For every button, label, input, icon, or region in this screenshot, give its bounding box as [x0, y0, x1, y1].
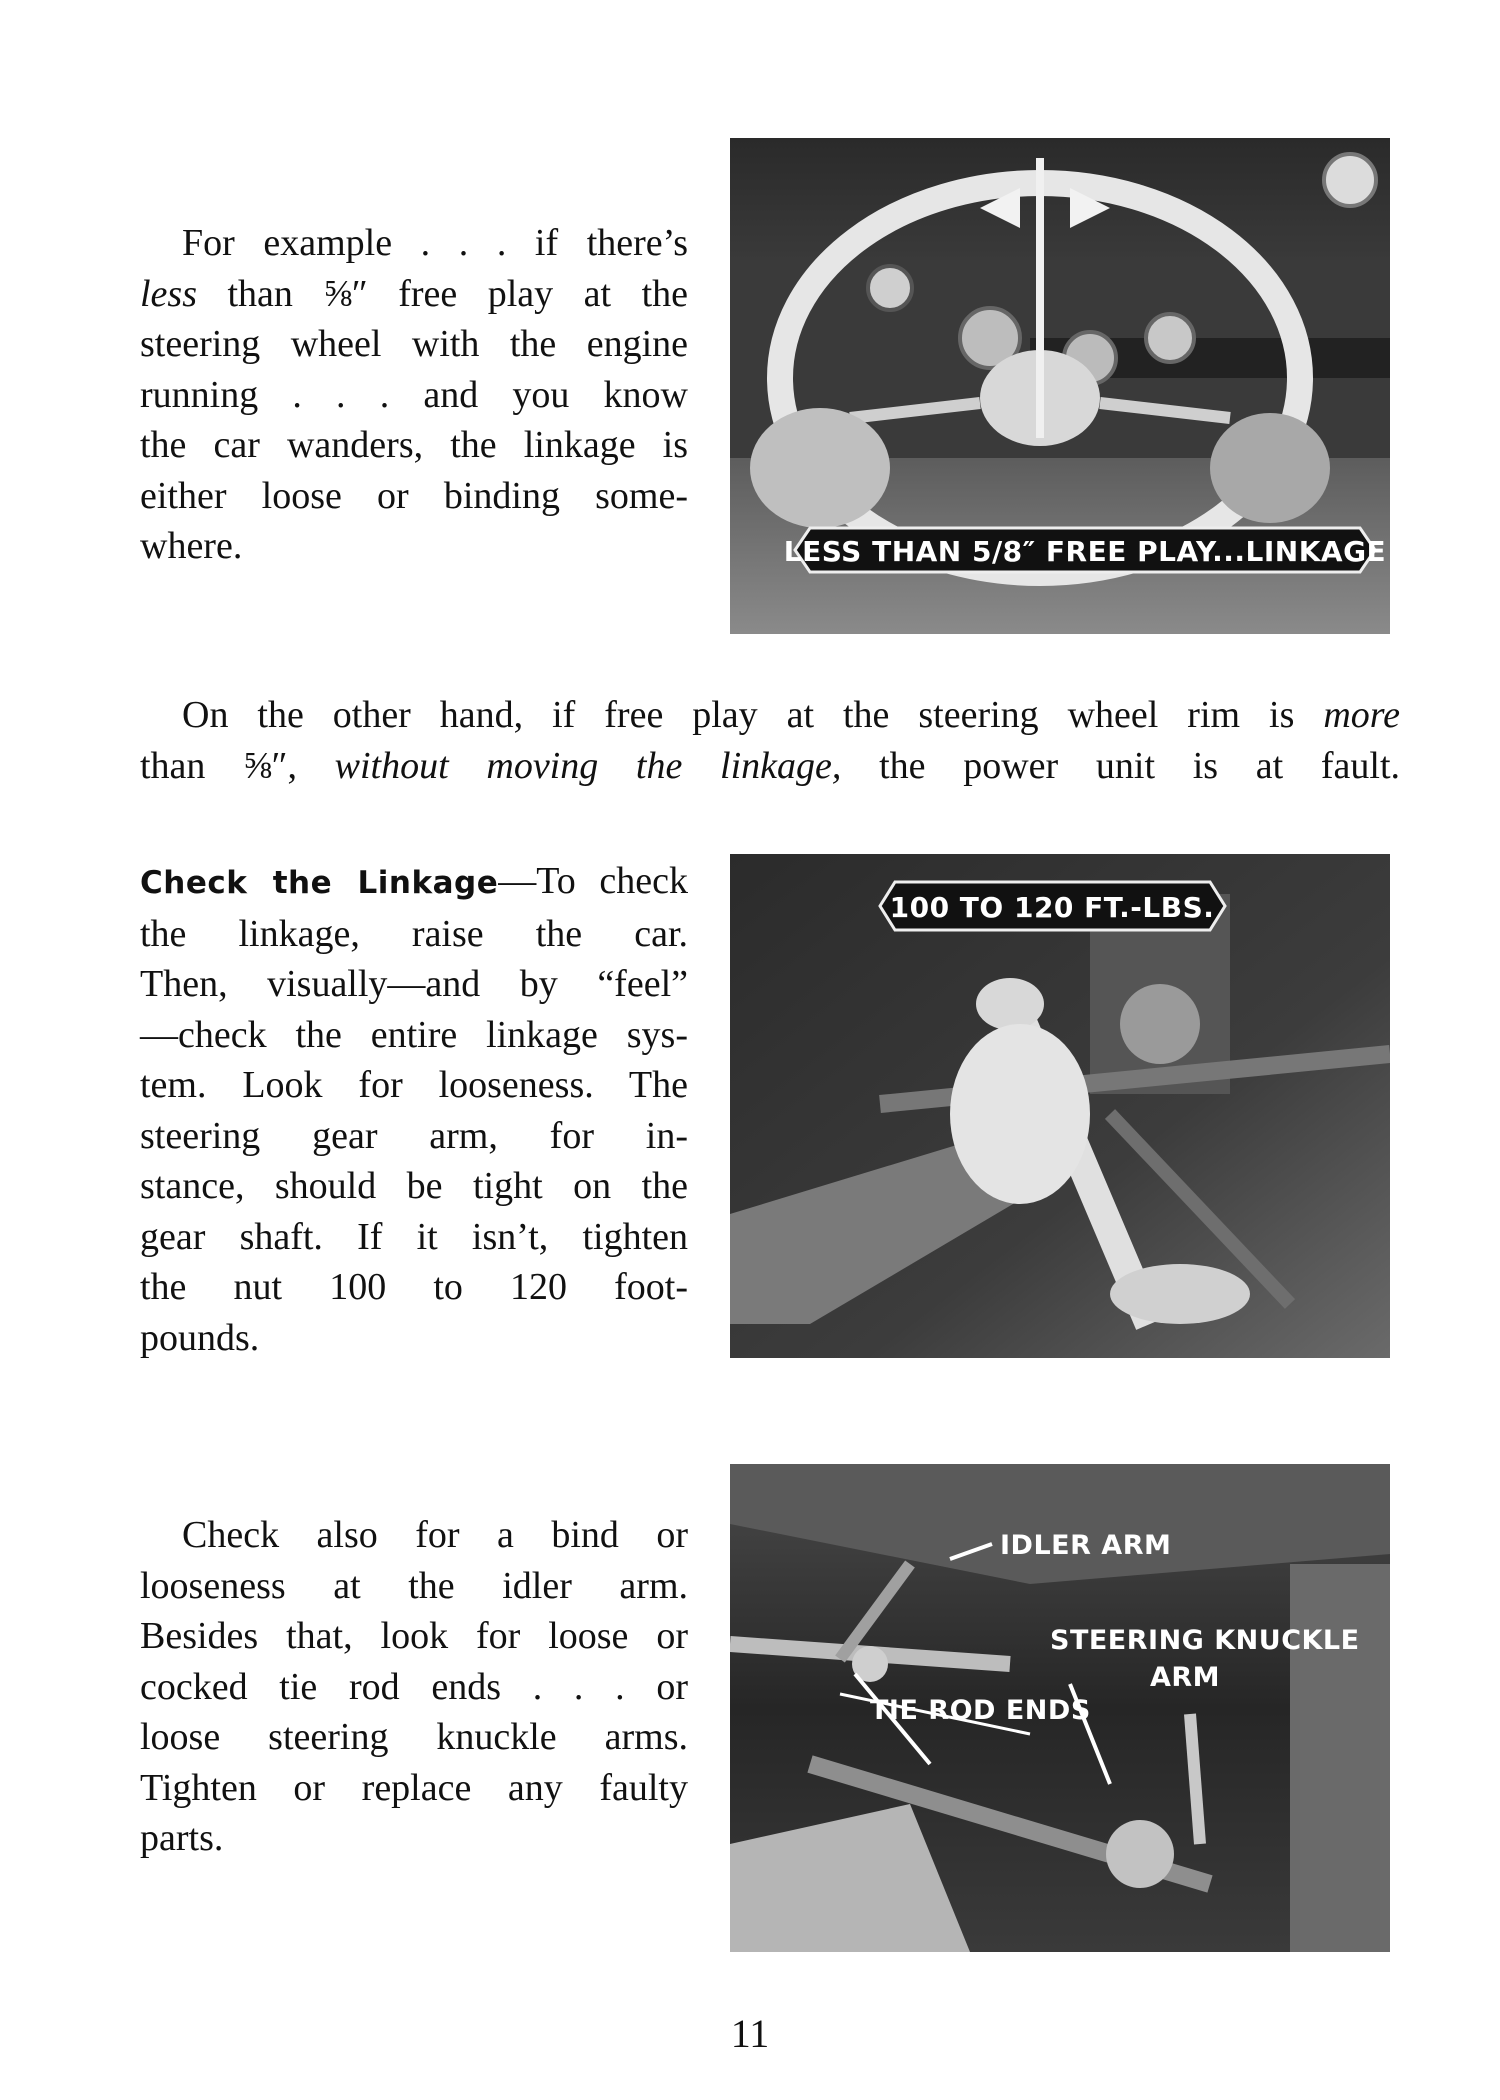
- text-line: parts.: [140, 1817, 224, 1859]
- text-line: For example . . . if there’s: [182, 222, 688, 264]
- text-line: cocked tie rod ends . . . or: [140, 1665, 688, 1708]
- page-number: 11: [730, 2011, 770, 2056]
- text-line: Then, visually—and by “feel”: [140, 963, 688, 1005]
- label-steering-knuckle: STEERING KNUCKLE: [1050, 1625, 1360, 1656]
- section-heading: Check the Linkage: [140, 865, 499, 901]
- text-line: than ⅝″, without moving the linkage, the power unit is at fault.: [140, 744, 1400, 787]
- label-idler-arm: IDLER ARM: [1000, 1530, 1172, 1561]
- paragraph-free-play-more: [140, 690, 1400, 791]
- text-line: looseness at the idler arm.: [140, 1564, 688, 1607]
- photo-torque-wrench: [730, 854, 1390, 1358]
- photo-idler-arm: [730, 1464, 1390, 1952]
- text-line: stance, should be tight on the: [140, 1165, 688, 1207]
- photo-caption: LESS THAN 5/8″ FREE PLAY...LINKAGE: [783, 535, 1387, 568]
- paragraph-check-linkage: [140, 856, 688, 1363]
- text-line: the linkage, raise the car.: [140, 912, 688, 955]
- text-line: tem. Look for looseness. The: [140, 1064, 688, 1106]
- text-line: either loose or binding some-: [140, 474, 688, 517]
- photo-caption: 100 TO 120 FT.-LBS.: [889, 891, 1215, 924]
- paragraph-free-play-less: [140, 218, 688, 572]
- label-tie-rod-ends: TIE ROD ENDS: [870, 1695, 1091, 1726]
- text-line: the car wanders, the linkage is: [140, 424, 688, 466]
- text-line: On the other hand, if free play at the steering wheel rim is more: [182, 694, 1400, 736]
- text-line: where.: [140, 525, 243, 567]
- photo-steering-wheel: [730, 138, 1390, 634]
- text-line: Besides that, look for loose or: [140, 1615, 688, 1657]
- text-line: loose steering knuckle arms.: [140, 1716, 688, 1758]
- text-line: steering gear arm, for in-: [140, 1114, 688, 1157]
- paragraph-idler-arm: [140, 1510, 688, 1864]
- text-line: —check the entire linkage sys-: [140, 1013, 688, 1056]
- text-line: Check the Linkage—To check: [140, 860, 688, 902]
- text-line: pounds.: [140, 1316, 260, 1359]
- text-line: Check also for a bind or: [182, 1514, 688, 1556]
- text-line: gear shaft. If it isn’t, tighten: [140, 1215, 688, 1258]
- italic-word: less: [140, 272, 197, 315]
- text-line: less than ⅝″ free play at the: [140, 272, 688, 315]
- label-arm: ARM: [1150, 1662, 1221, 1693]
- text-line: Tighten or replace any faulty: [140, 1766, 688, 1809]
- text-line: running . . . and you know: [140, 373, 688, 416]
- text-line: the nut 100 to 120 foot-: [140, 1266, 688, 1308]
- text-line: steering wheel with the engine: [140, 323, 688, 365]
